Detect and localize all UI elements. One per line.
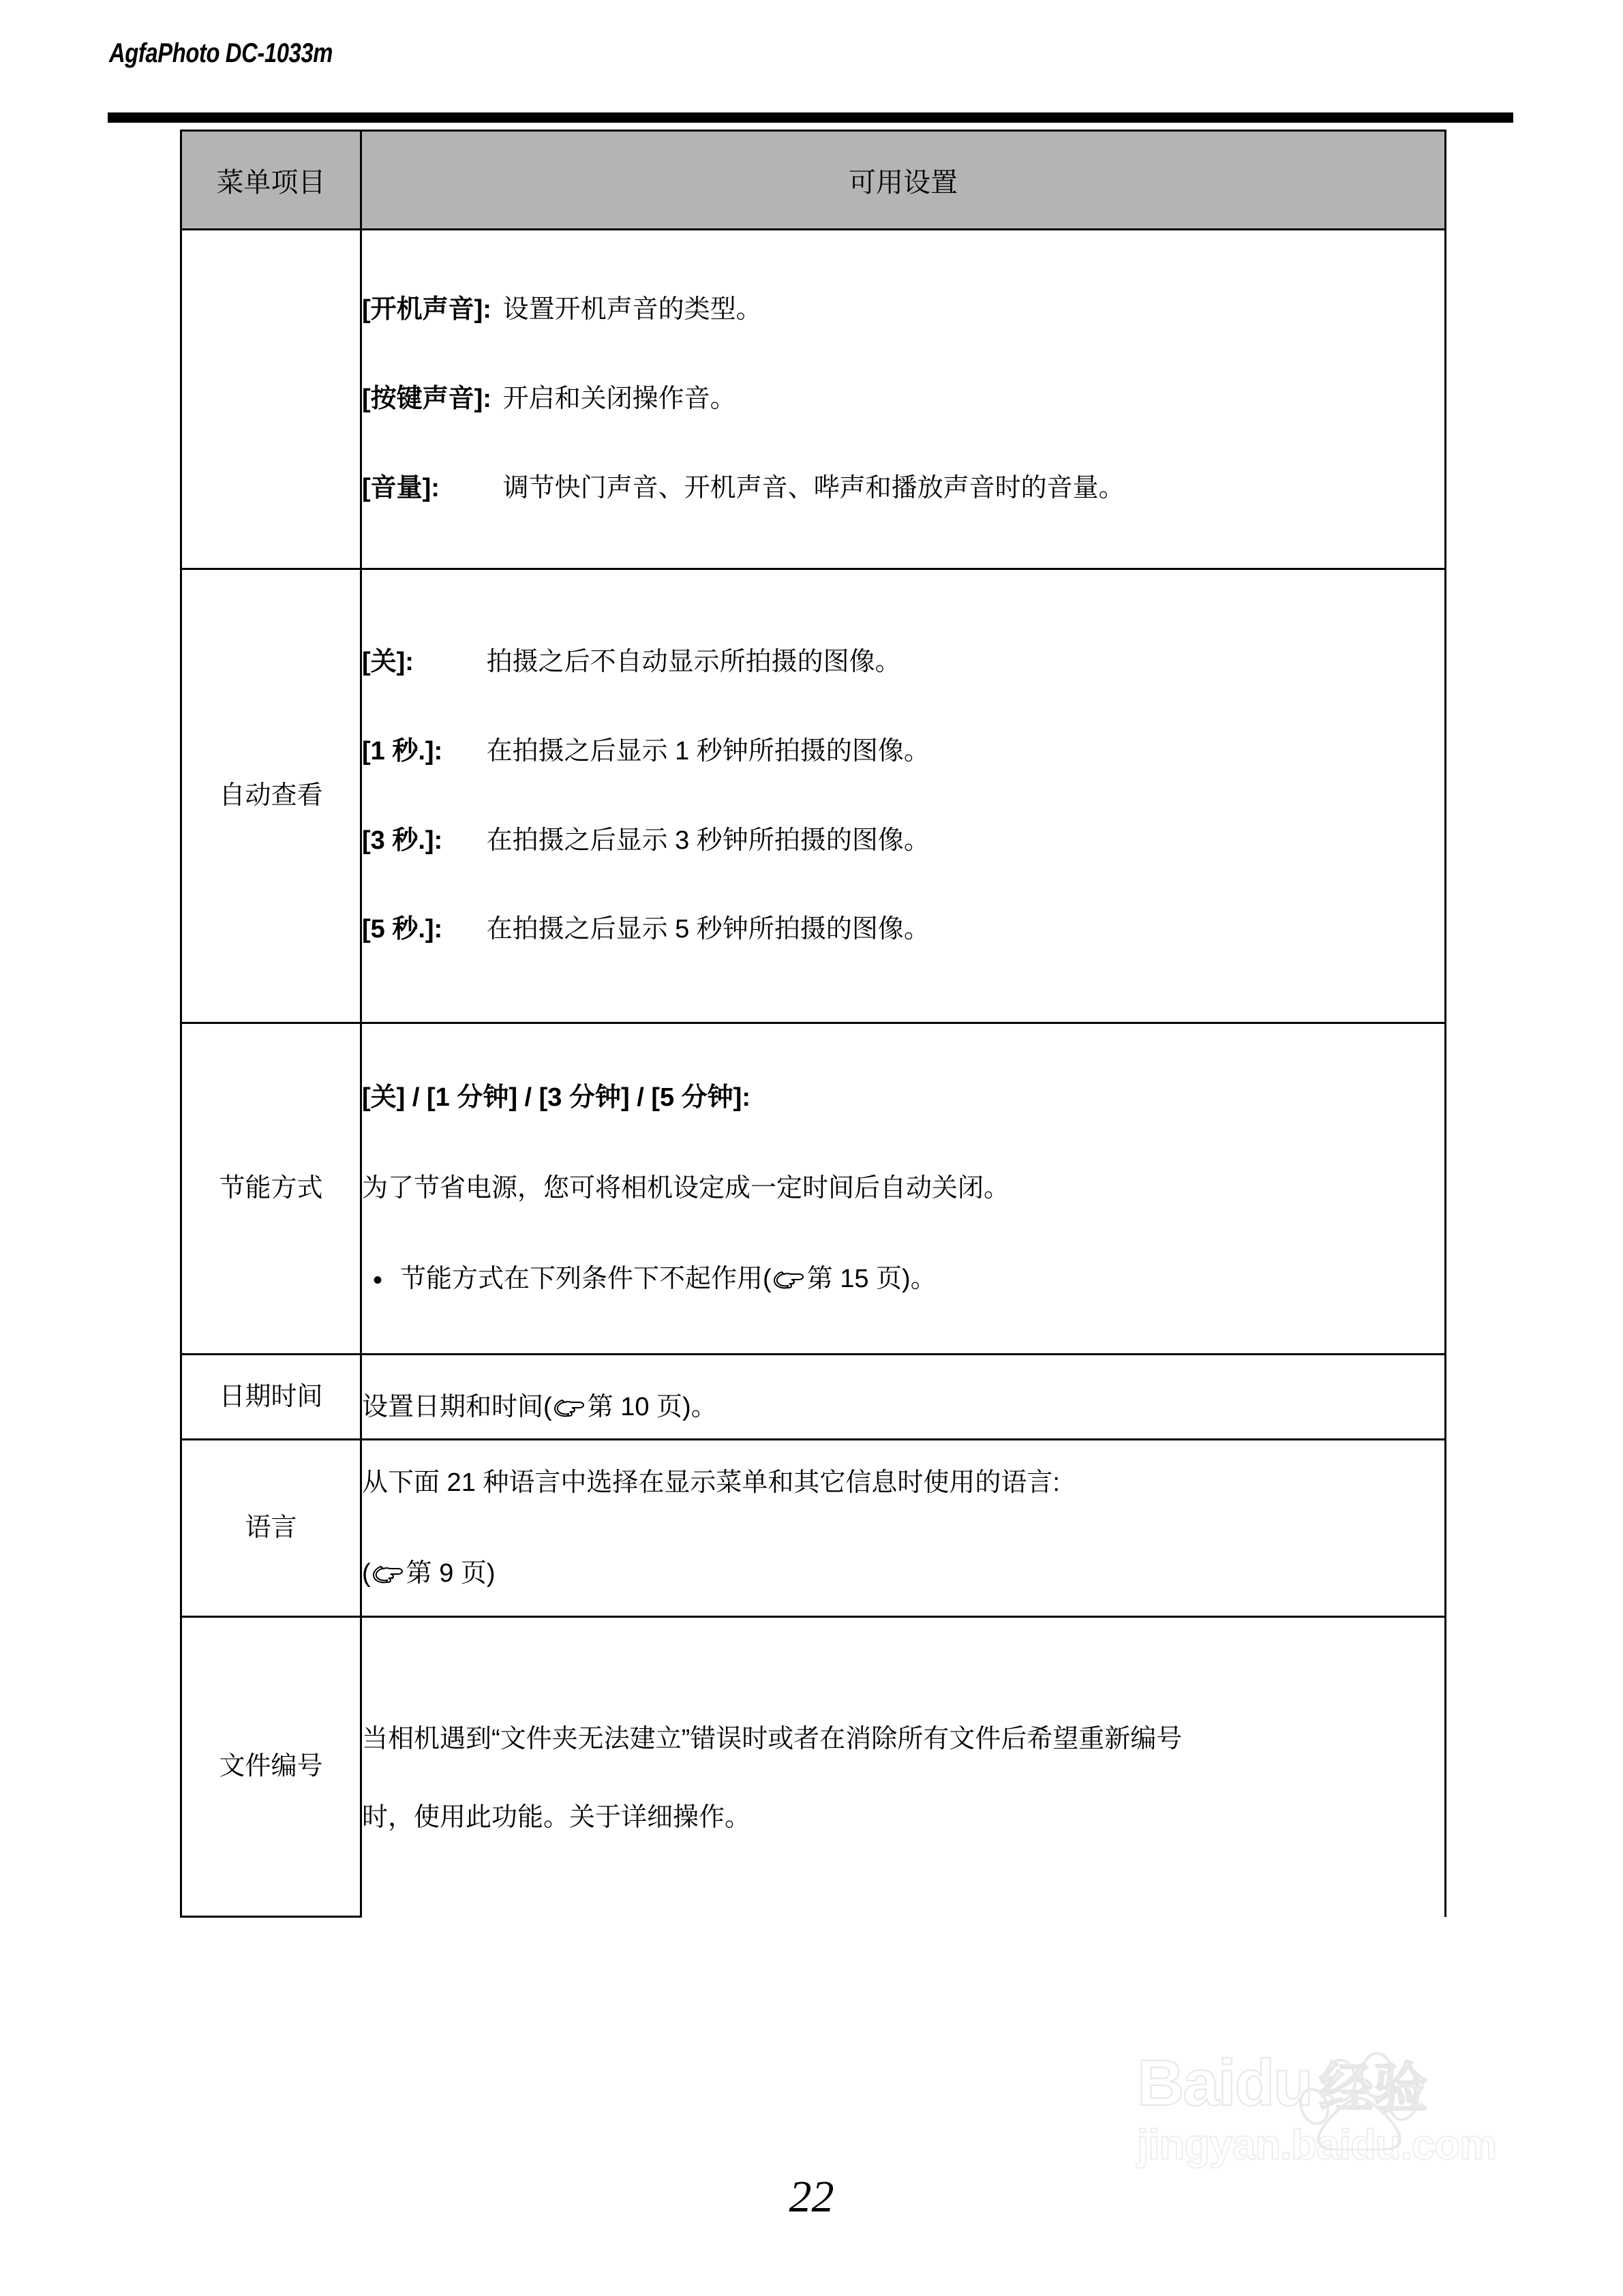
table-header-row	[181, 131, 1446, 230]
page-number: 22	[789, 2172, 834, 2222]
row-item-label: 自动查看	[181, 569, 361, 1023]
setting-entry	[362, 468, 1444, 509]
language-page-ref: 第 9 页	[406, 1558, 487, 1588]
row-item-label: 文件编号	[181, 1617, 361, 1917]
watermark-brand: Baidu	[1137, 2046, 1312, 2119]
setting-tag: [5 秒.]:	[362, 915, 443, 944]
table-row	[181, 1355, 1446, 1440]
setting-description: 在拍摄之后显示 5 秒钟所拍摄的图像。	[486, 915, 930, 944]
setting-tag: [开机声音]:	[362, 295, 491, 324]
baidu-paw-icon	[1298, 2048, 1427, 2150]
language-description: 从下面 21 种语言中选择在显示菜单和其它信息时使用的语言:	[362, 1468, 1060, 1497]
setting-entry	[362, 909, 1444, 950]
setting-description: 设置开机声音的类型。	[502, 295, 762, 324]
file-number-line2: 时，使用此功能。关于详细操作。	[362, 1803, 751, 1832]
row-value-cell	[361, 1023, 1446, 1355]
note-text-before: 节能方式在下列条件下不起作用(	[400, 1264, 772, 1293]
note-text-after: )。	[902, 1264, 937, 1293]
language-text-after: )	[486, 1558, 496, 1588]
pointing-hand-icon	[773, 1268, 804, 1291]
menu-settings-table	[180, 130, 1446, 1918]
column-header-menu-item: 菜单项目	[181, 131, 361, 230]
row-value-cell	[361, 1355, 1446, 1440]
note-page-ref: 第 15 页	[806, 1264, 902, 1293]
row-value-cell	[361, 1617, 1446, 1917]
power-save-description: 为了节省电源，您可将相机设定成一定时间后自动关闭。	[362, 1174, 1010, 1203]
language-text-before: (	[362, 1558, 371, 1588]
column-header-available-settings: 可用设置	[361, 131, 1446, 230]
power-save-note	[362, 1259, 1444, 1299]
row-item-label	[181, 230, 361, 569]
setting-tag: [按键声音]:	[362, 384, 491, 414]
row-value-cell	[361, 569, 1446, 1023]
setting-entry	[362, 290, 1444, 330]
power-save-options	[362, 1078, 1444, 1118]
datetime-description	[362, 1387, 1444, 1428]
setting-description: 在拍摄之后显示 3 秒钟所拍摄的图像。	[486, 826, 930, 855]
setting-tag: [1 秒.]:	[362, 736, 443, 766]
bullet-icon: •	[373, 1265, 383, 1295]
row-value-cell	[361, 1440, 1446, 1617]
setting-entry	[362, 731, 1444, 772]
datetime-text-after: )。	[682, 1392, 717, 1421]
datetime-text-before: 设置日期和时间(	[362, 1392, 552, 1421]
setting-description: 在拍摄之后显示 1 秒钟所拍摄的图像。	[486, 736, 930, 766]
setting-tag: [音量]:	[362, 473, 440, 502]
running-header-title: AgfaPhoto DC-1033m	[109, 38, 333, 68]
setting-description: 开启和关闭操作音。	[502, 384, 736, 414]
setting-description: 拍摄之后不自动显示所拍摄的图像。	[486, 647, 901, 676]
datetime-page-ref: 第 10 页	[587, 1392, 683, 1421]
row-value-cell	[361, 230, 1446, 569]
setting-tag: [关]:	[362, 647, 414, 676]
setting-tag: [3 秒.]:	[362, 826, 443, 855]
table-row	[181, 1617, 1446, 1917]
power-save-options-text: [关] / [1 分钟] / [3 分钟] / [5 分钟]:	[362, 1083, 750, 1113]
table-row	[181, 569, 1446, 1023]
pointing-hand-icon	[372, 1562, 404, 1586]
language-page-ref-line	[362, 1554, 1444, 1594]
table-row	[181, 230, 1446, 569]
watermark-url: jingyan.baidu.com	[1137, 2121, 1497, 2169]
setting-entry	[362, 821, 1444, 861]
watermark-brand-cn: 经验	[1318, 2058, 1428, 2119]
table-row	[181, 1440, 1446, 1617]
row-item-label: 日期时间	[181, 1355, 361, 1440]
row-item-label: 语言	[181, 1440, 361, 1617]
pointing-hand-icon	[553, 1396, 585, 1419]
setting-description: 调节快门声音、开机声音、哔声和播放声音时的音量。	[502, 473, 1125, 502]
watermark-brand-row	[1137, 2046, 1519, 2119]
header-rule	[108, 112, 1513, 123]
setting-entry	[362, 379, 1444, 419]
setting-entry	[362, 642, 1444, 682]
row-item-label: 节能方式	[181, 1023, 361, 1355]
table-row	[181, 1023, 1446, 1355]
file-number-line1: 当相机遇到“文件夹无法建立”错误时或者在消除所有文件后希望重新编号	[362, 1725, 1183, 1754]
